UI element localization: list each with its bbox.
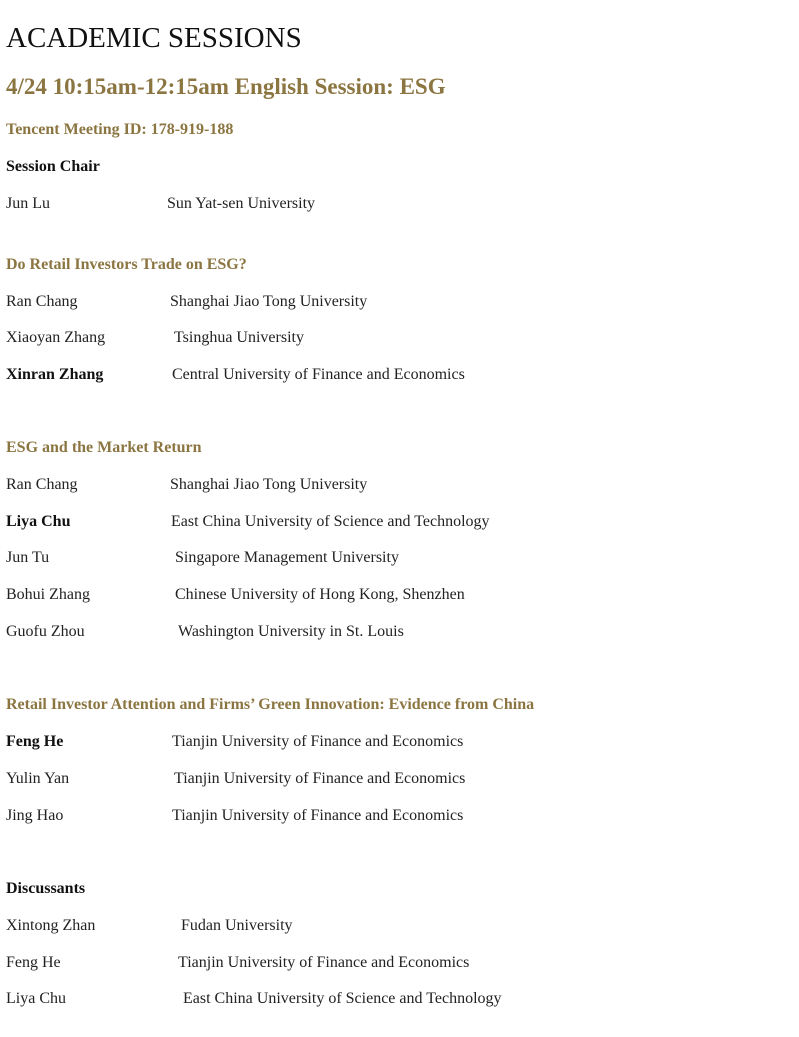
author-name: Jing Hao — [6, 807, 64, 824]
author-name: Yulin Yan — [6, 770, 70, 787]
author-affiliation: Tianjin University of Finance and Economics — [172, 807, 464, 824]
paper-title: Do Retail Investors Trade on ESG? — [6, 256, 247, 273]
author-name: Ran Chang — [6, 476, 78, 493]
presenter-name: Liya Chu — [6, 513, 71, 530]
discussants-label: Discussants — [6, 880, 86, 897]
paper-title: Retail Investor Attention and Firms’ Green Innovation: Evidence from China — [6, 696, 535, 713]
author-name: Guofu Zhou — [6, 623, 85, 640]
presenter-name: Feng He — [6, 733, 64, 750]
session-heading: 4/24 10:15am-12:15am English Session: ESG — [6, 74, 446, 99]
author-name: Ran Chang — [6, 293, 78, 310]
presenter-name: Xinran Zhang — [6, 366, 104, 383]
discussant-name: Feng He — [6, 954, 61, 971]
author-affiliation: Shanghai Jiao Tong University — [170, 293, 368, 310]
author-affiliation: Tianjin University of Finance and Economics — [172, 733, 464, 750]
author-affiliation: East China University of Science and Technology — [171, 513, 490, 530]
author-affiliation: Shanghai Jiao Tong University — [170, 476, 368, 493]
meeting-id: Tencent Meeting ID: 178-919-188 — [6, 121, 234, 138]
discussant-affiliation: East China University of Science and Technology — [183, 990, 502, 1007]
author-name: Jun Tu — [6, 549, 50, 566]
author-name: Bohui Zhang — [6, 586, 90, 603]
author-affiliation: Tsinghua University — [174, 329, 304, 346]
author-affiliation: Tianjin University of Finance and Economics — [174, 770, 466, 787]
author-affiliation: Washington University in St. Louis — [178, 623, 404, 640]
chair-name: Jun Lu — [6, 195, 50, 212]
discussant-name: Xintong Zhan — [6, 917, 96, 934]
author-affiliation: Singapore Management University — [175, 549, 399, 566]
paper-title: ESG and the Market Return — [6, 439, 202, 456]
session-chair-label: Session Chair — [6, 158, 100, 175]
discussant-name: Liya Chu — [6, 990, 66, 1007]
page-title: ACADEMIC SESSIONS — [6, 22, 302, 54]
author-affiliation: Central University of Finance and Economics — [172, 366, 465, 383]
author-name: Xiaoyan Zhang — [6, 329, 106, 346]
chair-affiliation: Sun Yat-sen University — [167, 195, 316, 212]
author-affiliation: Chinese University of Hong Kong, Shenzhen — [175, 586, 465, 603]
discussant-affiliation: Tianjin University of Finance and Economics — [178, 954, 470, 971]
discussant-affiliation: Fudan University — [181, 917, 293, 934]
